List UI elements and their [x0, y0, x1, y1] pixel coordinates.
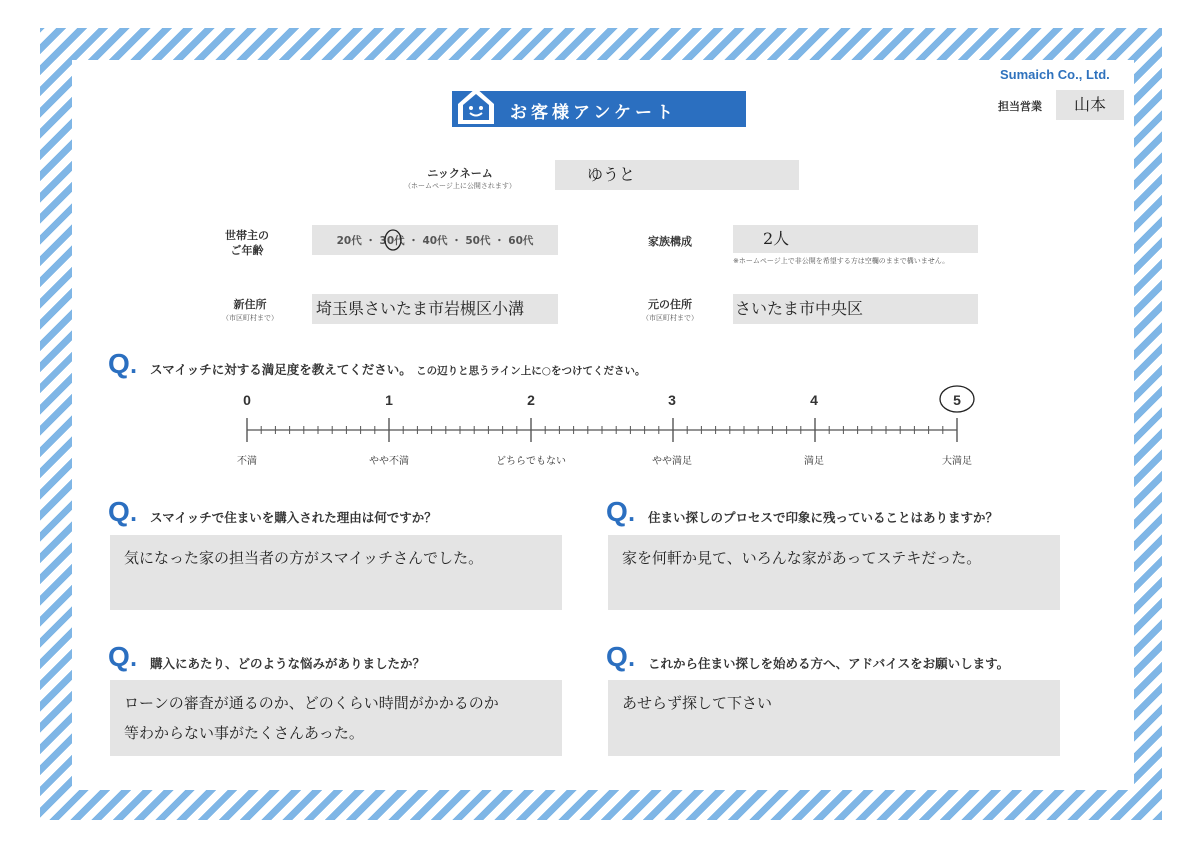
old-address-label: 元の住所: [648, 298, 692, 311]
q4-badge: Q.: [606, 641, 636, 672]
old-address-field: さいたま市中央区: [733, 294, 978, 324]
q1-answer: [110, 535, 562, 610]
nickname-note: （ホームページ上に公開されます）: [404, 182, 516, 190]
satisfaction-q-badge: Q.: [108, 348, 138, 379]
q1-question: スマイッチで住まいを購入された理由は何ですか？: [150, 510, 437, 525]
family-field: 2人: [733, 225, 978, 253]
old-address-note: （市区町村まで）: [642, 314, 698, 322]
company-name: Sumaich Co., Ltd.: [1000, 67, 1110, 82]
q2-question: 住まい探しのプロセスで印象に残っていることはありますか？: [648, 510, 999, 525]
scale-label-1: やや不満: [369, 456, 409, 467]
scale-number-0: 0: [243, 392, 251, 408]
family-note: ※ホームページ上で非公開を希望する方は空欄のままで構いません。: [733, 257, 950, 265]
nickname-field: ゆうと: [555, 160, 799, 190]
survey-title: お客様アンケート: [510, 103, 677, 123]
q2-badge: Q.: [606, 496, 636, 527]
satisfaction-question-main: スマイッチに対する満足度を教えてください。: [150, 362, 412, 377]
q2-answer-line: 家を何軒か見て、いろんな家があってステキだった。: [622, 549, 982, 567]
satisfaction-question-sub: この辺りと思うライン上に○をつけてください。: [416, 365, 646, 377]
q-mark: Q: [108, 348, 130, 379]
scale-label-4: 満足: [804, 456, 824, 467]
staff-label: 担当営業: [998, 100, 1042, 113]
scale-number-1: 1: [385, 392, 393, 408]
q2-answer: [608, 535, 1060, 610]
family-label: 家族構成: [648, 235, 692, 248]
q1-badge: Q.: [108, 496, 138, 527]
q4-answer: [608, 680, 1060, 756]
q-mark: Q: [606, 496, 628, 527]
scale-label-3: やや満足: [652, 456, 692, 467]
age-label-line2: ご年齢: [230, 244, 264, 257]
scale-label-5: 大満足: [942, 456, 972, 467]
q3-answer-line-1: ローンの審査が通るのか、どのくらい時間がかかるのか: [124, 694, 499, 712]
age-label-line1: 世帯主の: [225, 229, 269, 242]
staff-value: 山本: [1056, 90, 1124, 120]
q-mark: Q: [606, 641, 628, 672]
q-mark: Q: [108, 496, 130, 527]
scale-number-3: 3: [668, 392, 676, 408]
scale-selection-circle: [938, 384, 978, 414]
q3-question: 購入にあたり、どのような悩みがありましたか？: [150, 656, 426, 671]
age-options: 20代 ・ 30代 ・ 40代 ・ 50代 ・ 60代: [336, 235, 534, 247]
scale-number-5: 5: [953, 392, 961, 408]
scale-label-0: 不満: [237, 456, 257, 467]
scale-number-2: 2: [527, 392, 535, 408]
q3-badge: Q.: [108, 641, 138, 672]
nickname-label: ニックネーム: [427, 167, 493, 180]
q3-answer: [110, 680, 562, 756]
q4-answer-line: あせらず探して下さい: [622, 694, 773, 712]
scale-label-2: どちらでもない: [496, 456, 566, 467]
q4-question: これから住まい探しを始める方へ、アドバイスをお願いします。: [648, 656, 1010, 671]
q-mark: Q: [108, 641, 130, 672]
new-address-label: 新住所: [233, 298, 267, 311]
q3-answer-line-2: 等わからない事がたくさんあった。: [124, 724, 364, 742]
scale-number-4: 4: [810, 392, 818, 408]
new-address-field: 埼玉県さいたま市岩槻区小溝: [312, 294, 558, 324]
q1-answer-line: 気になった家の担当者の方がスマイッチさんでした。: [124, 549, 484, 567]
new-address-note: （市区町村まで）: [222, 314, 278, 322]
